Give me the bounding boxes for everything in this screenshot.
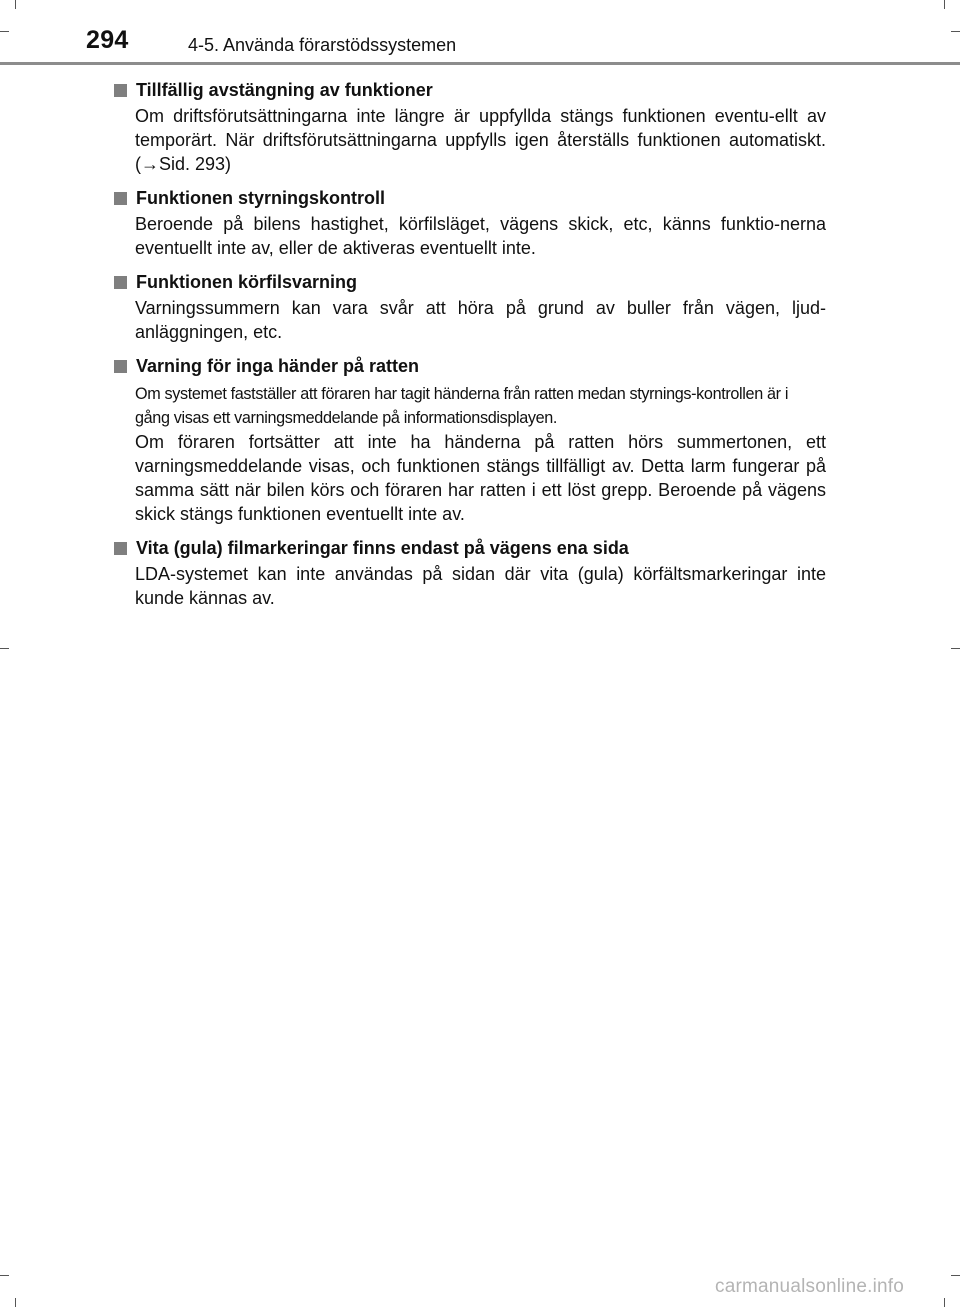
section-one-side-lane-markings bbox=[114, 536, 826, 610]
section-paragraph: Om föraren fortsätter att inte ha händerna på ratten hörs summertonen, ett varningsmeddelande visas, och funktionen stängs tillfälligt av. Detta larm fungerar på samma sätt när bilen körs och föraren har ratten i ett löst grepp. Beroende på vägens skick stängs funktionen eventuellt inte av. bbox=[135, 432, 826, 524]
page-header bbox=[0, 0, 960, 64]
section-heading-text: Funktionen körfilsvarning bbox=[136, 272, 358, 292]
crop-mark bbox=[0, 648, 9, 649]
section-heading-text: Funktionen styrningskontroll bbox=[136, 188, 386, 208]
square-bullet-icon bbox=[114, 276, 127, 289]
section-heading-text: Varning för inga händer på ratten bbox=[136, 356, 420, 376]
section-heading bbox=[114, 78, 826, 102]
crop-mark bbox=[951, 648, 960, 649]
square-bullet-icon bbox=[114, 192, 127, 205]
section-heading-text: Tillfällig avstängning av funktioner bbox=[136, 80, 433, 100]
section-heading bbox=[114, 536, 826, 560]
chapter-title: 4-5. Använda förarstödssystemen bbox=[188, 35, 457, 55]
section-steering-control bbox=[114, 186, 826, 260]
section-paragraph: Varningssummern kan vara svår att höra på grund av buller från vägen, ljud-anläggningen, etc. bbox=[135, 298, 826, 342]
section-paragraph: Om systemet fastställer att föraren har tagit händerna från ratten medan styrnings-kontrollen är i gång visas ett varningsmeddelande på informationsdisplayen. bbox=[135, 385, 789, 427]
square-bullet-icon bbox=[114, 84, 127, 97]
section-paragraph: Beroende på bilens hastighet, körfilsläget, vägens skick, etc, känns funktio-nerna eventuellt inte av, eller de aktiveras eventuellt inte. bbox=[135, 214, 826, 258]
section-temporary-deactivation bbox=[114, 78, 826, 176]
section-paragraph: Om driftsförutsättningarna inte längre är uppfyllda stängs funktionen eventu-ellt av temporärt. När driftsförutsättningarna uppfylls igen återställs funktionen automatiskt. (→Sid. 293) bbox=[135, 106, 826, 174]
section-paragraph: LDA-systemet kan inte användas på sidan där vita (gula) körfältsmarkeringar inte kunde kännas av. bbox=[135, 564, 826, 608]
page-number: 294 bbox=[86, 26, 129, 54]
section-heading bbox=[114, 186, 826, 210]
section-heading bbox=[114, 270, 826, 294]
page-content bbox=[114, 78, 826, 620]
crop-mark bbox=[951, 1275, 960, 1276]
section-heading bbox=[114, 354, 826, 378]
section-hands-off-warning bbox=[114, 354, 826, 526]
crop-mark bbox=[15, 1298, 16, 1307]
section-lane-departure-warning bbox=[114, 270, 826, 344]
crop-mark bbox=[0, 1275, 9, 1276]
header-rule bbox=[0, 62, 960, 65]
square-bullet-icon bbox=[114, 542, 127, 555]
watermark: carmanualsonline.info bbox=[715, 1276, 905, 1297]
section-heading-text: Vita (gula) filmarkeringar finns endast på vägens ena sida bbox=[136, 538, 629, 558]
square-bullet-icon bbox=[114, 360, 127, 373]
crop-mark bbox=[944, 1298, 945, 1307]
